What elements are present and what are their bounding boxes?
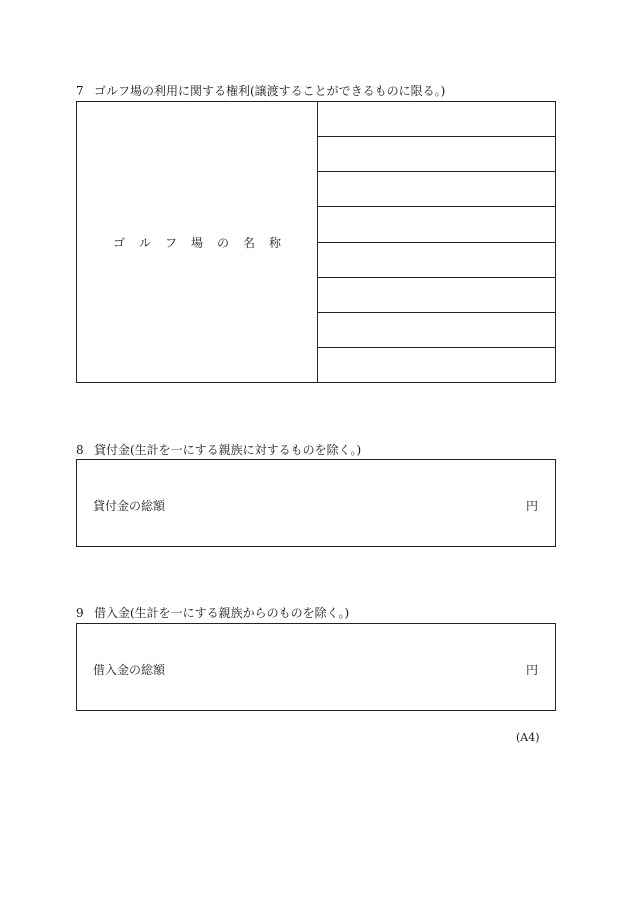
section-8-title: 貸付金(生計を一にする親族に対するものを除く。) [94, 443, 362, 457]
golf-course-entry-rows [318, 102, 555, 382]
section-9-heading [76, 606, 349, 620]
section-8-heading [76, 443, 361, 457]
borrowings-total-label: 借入金の総額 [93, 663, 166, 677]
loans-receivable-total-label: 貸付金の総額 [93, 499, 166, 513]
golf-course-name-label: ゴルフ場の名称 [77, 102, 318, 382]
loans-receivable-box [76, 459, 556, 547]
section-7-heading [76, 84, 445, 98]
section-9-title: 借入金(生計を一にする親族からのものを除く。) [94, 606, 350, 620]
golf-course-entry-row-3[interactable] [318, 172, 555, 207]
golf-course-entry-row-6[interactable] [318, 278, 555, 313]
section-7-number: 7 [76, 84, 84, 98]
loans-receivable-unit: 円 [525, 499, 538, 513]
section-9-number: 9 [76, 606, 84, 620]
borrowings-box [76, 623, 556, 711]
golf-course-entry-row-4[interactable] [318, 207, 555, 242]
section-7-title: ゴルフ場の利用に関する権利(譲渡することができるものに限る。) [94, 84, 446, 98]
borrowings-unit: 円 [525, 663, 538, 677]
section-8-number: 8 [76, 443, 84, 457]
golf-course-entry-row-5[interactable] [318, 243, 555, 278]
golf-course-entry-row-2[interactable] [318, 137, 555, 172]
golf-course-table [76, 101, 556, 383]
paper-size-note: (A4) [516, 731, 540, 744]
golf-course-entry-row-7[interactable] [318, 313, 555, 348]
golf-course-entry-row-8[interactable] [318, 348, 555, 382]
golf-course-entry-row-1[interactable] [318, 102, 555, 137]
